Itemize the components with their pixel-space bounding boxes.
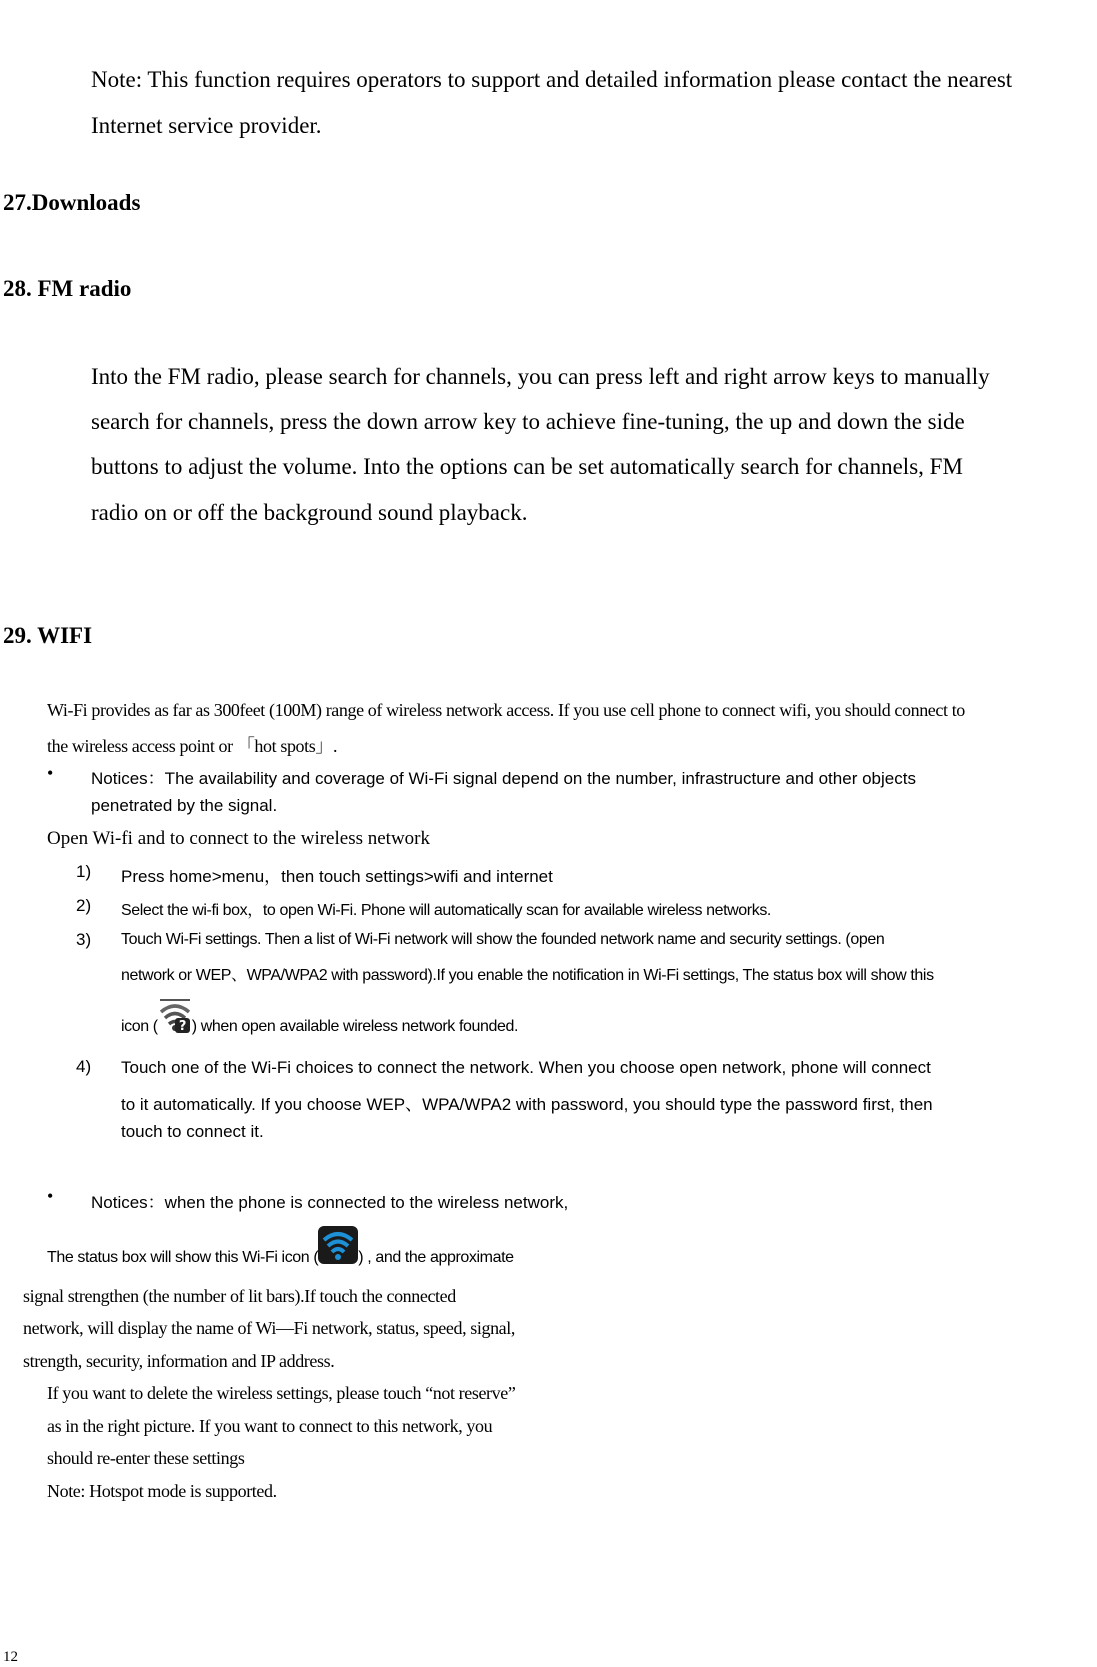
notice-1-line-1: Notices：The availability and coverage of Wi-Fi signal depend on the number, infrastructure and other objects [91, 769, 916, 788]
notice-1-line-2: penetrated by the signal. [91, 796, 278, 815]
heading-fm-radio: 28. FM radio [3, 276, 132, 301]
step-3-line-3-end: ) when open available wireless network founded. [191, 1018, 519, 1035]
svg-text:?: ? [178, 1019, 186, 1034]
step-2-text: Select the wi-fi box，to open Wi-Fi. Phone will automatically scan for available wireless networks. [121, 902, 771, 919]
note-line-1: Note: This function requires operators to support and detailed information please contact the nearest [91, 67, 1013, 92]
wifi-signal-icon [318, 1226, 358, 1264]
status-icon-line [47, 1226, 514, 1267]
wifi-intro-line-1: Wi-Fi provides as far as 300feet (100M) range of wireless network access. If you use cell phone to connect wifi, you should connect to [47, 700, 965, 720]
wifi-intro-line-2: the wireless access point or 「hot spots」. [47, 736, 338, 756]
step-3-number: 3) [76, 930, 92, 949]
bullet-marker-2: • [47, 1186, 54, 1206]
bullet-marker: • [47, 763, 54, 783]
step-4-line-2: to it automatically. If you choose WEP、WPA/WPA2 with password, you should type the password first, then [121, 1095, 933, 1114]
open-wifi-heading: Open Wi-fi and to connect to the wireless network [47, 828, 430, 849]
step-1-text: Press home>menu，then touch settings>wifi and internet [121, 867, 553, 886]
fm-radio-line-4: radio on or off the background sound playback. [91, 500, 528, 525]
notice-2: Notices：when the phone is connected to the wireless network, [91, 1193, 569, 1212]
status-icon-line-start: The status box will show this Wi-Fi icon ( [47, 1249, 319, 1266]
signal-line-2: network, will display the name of Wi—Fi network, status, speed, signal, [23, 1318, 515, 1338]
fm-radio-line-3: buttons to adjust the volume. Into the options can be set automatically search for channels, FM [91, 454, 963, 479]
step-4-line-1: Touch one of the Wi-Fi choices to connect the network. When you choose open network, phone will connect [121, 1058, 931, 1077]
step-3-line-3-start: icon ( [121, 1018, 158, 1035]
step-4-number: 4) [76, 1057, 92, 1076]
delete-line-1: If you want to delete the wireless settings, please touch “not reserve” [47, 1383, 516, 1403]
status-icon-line-end: ) , and the approximate [358, 1249, 514, 1266]
step-1-number: 1) [76, 862, 92, 881]
fm-radio-line-2: search for channels, press the down arrow key to achieve fine-tuning, the up and down the side [91, 409, 965, 434]
delete-line-3: should re-enter these settings [47, 1448, 245, 1468]
note-line-2: Internet service provider. [91, 113, 322, 138]
step-2-number: 2) [76, 896, 92, 915]
step-3-line-1: Touch Wi-Fi settings. Then a list of Wi-Fi network will show the founded network name and security settings. (open [121, 931, 885, 948]
page-number: 12 [3, 1649, 18, 1665]
fm-radio-line-1: Into the FM radio, please search for channels, you can press left and right arrow keys to manually [91, 364, 990, 389]
wifi-question-icon [158, 998, 192, 1034]
step-3-line-3 [121, 998, 518, 1036]
signal-line-3: strength, security, information and IP address. [23, 1351, 335, 1371]
step-3-line-2: network or WEP、WPA/WPA2 with password).If you enable the notification in Wi-Fi settings, The status box will show this [121, 967, 934, 984]
hotspot-note: Note: Hotspot mode is supported. [47, 1481, 277, 1501]
step-4-line-3: touch to connect it. [121, 1122, 264, 1141]
signal-line-1: signal strengthen (the number of lit bars).If touch the connected [23, 1286, 456, 1306]
heading-downloads: 27.Downloads [3, 190, 141, 215]
heading-wifi: 29. WIFI [3, 623, 93, 648]
delete-line-2: as in the right picture. If you want to connect to this network, you [47, 1416, 493, 1436]
